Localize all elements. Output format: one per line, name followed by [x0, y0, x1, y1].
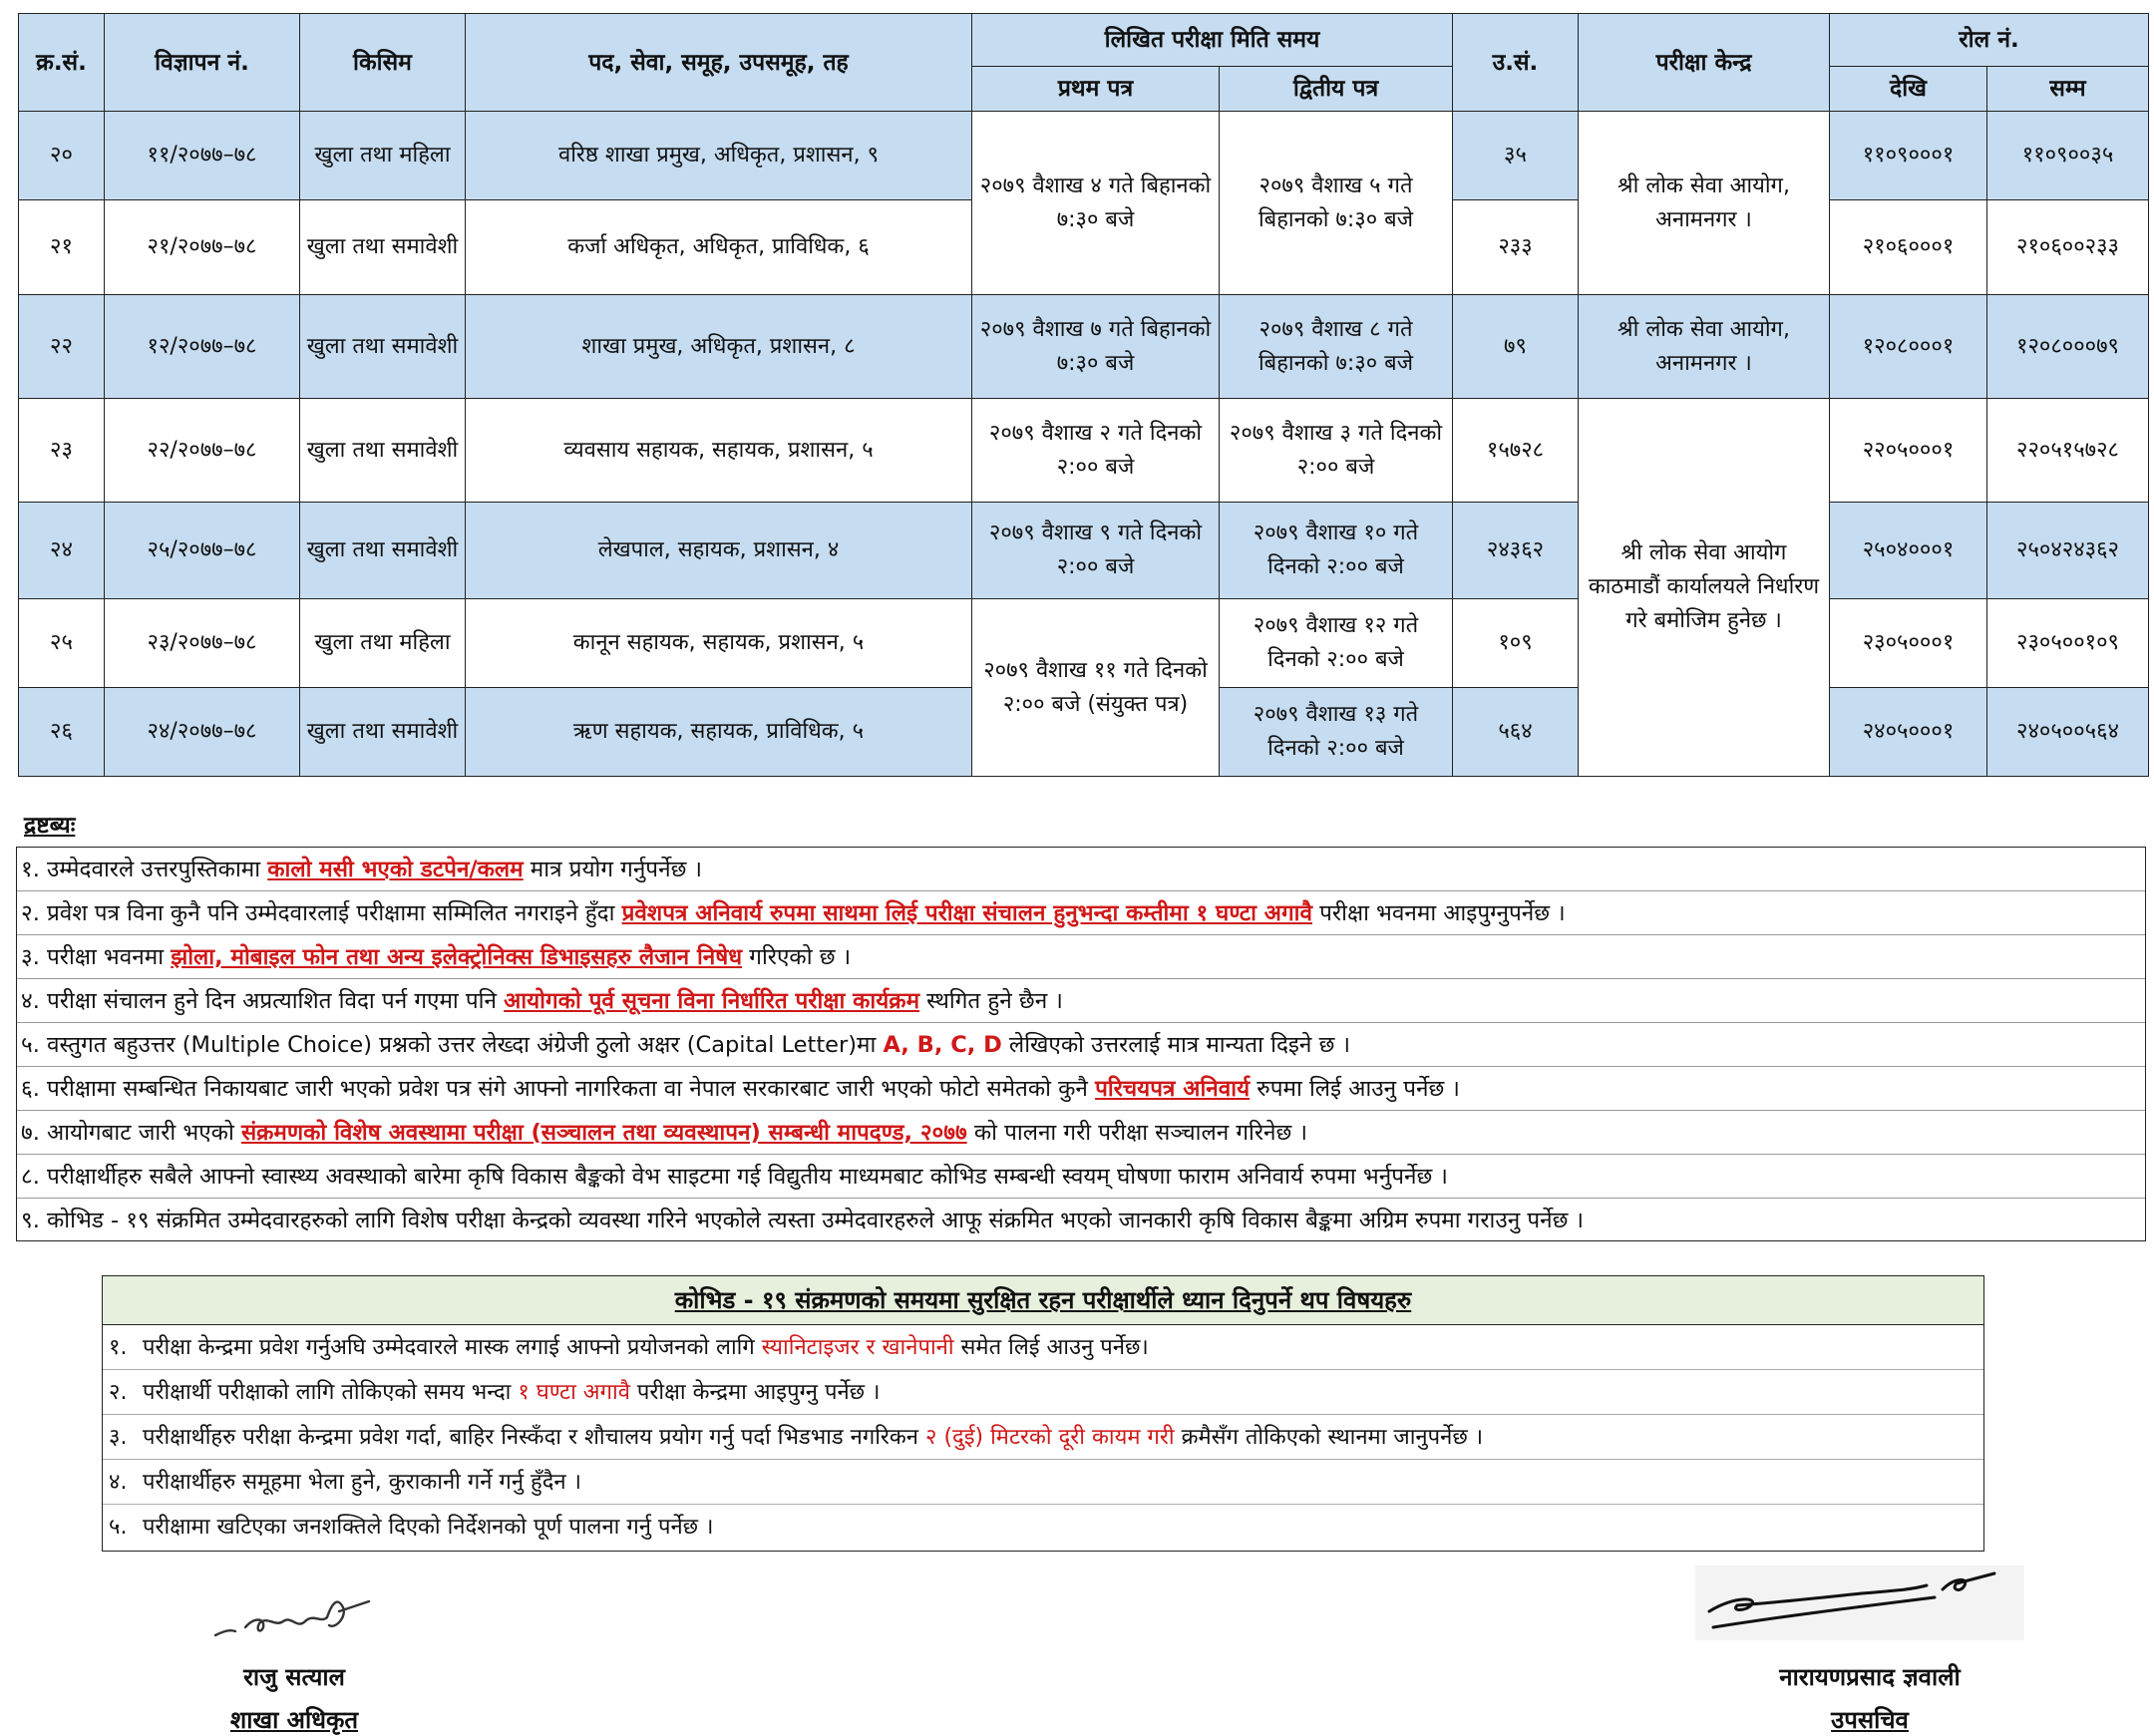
note-item [17, 1199, 2145, 1242]
note-text: ४. परीक्षा संचालन हुने दिन अप्रत्याशित विदा पर्न गएमा पनि [21, 988, 505, 1014]
covid-item-text: परीक्षा केन्द्रमा प्रवेश गर्नुअघि उम्मेदवारले मास्क लगाई आफ्नो प्रयोजनको लागि [143, 1335, 762, 1360]
note-highlight: परिचयपत्र अनिवार्य [1095, 1076, 1251, 1102]
cell-sn: २१ [19, 200, 105, 295]
cell-roll-from: २४०५०००१ [1830, 688, 1987, 777]
covid-item [103, 1460, 1983, 1505]
covid-item [103, 1325, 1983, 1370]
cell-second-paper: २०७९ वैशाख १२ गते दिनको २:०० बजे [1220, 599, 1453, 688]
note-highlight: आयोगको पूर्व सूचना विना निर्धारित परीक्षा कार्यक्रम [504, 988, 920, 1014]
covid-item-highlight: २ (दुई) मिटरको दूरी कायम गरी [925, 1425, 1175, 1450]
header-post: पद, सेवा, समूह, उपसमूह, तह [466, 14, 972, 112]
header-candidates: उ.सं. [1453, 14, 1579, 112]
header-exam-date: लिखित परीक्षा मिति समय [972, 14, 1453, 67]
header-first-paper: प्रथम पत्र [972, 67, 1220, 112]
note-item [17, 1023, 2145, 1067]
cell-roll-to: २४०५००५६४ [1987, 688, 2149, 777]
cell-sn: २० [19, 112, 105, 200]
cell-roll-to: १२०८०००७९ [1987, 295, 2149, 399]
cell-roll-to: २१०६००२३३ [1987, 200, 2149, 295]
cell-roll-from: २१०६०००१ [1830, 200, 1987, 295]
covid-item-highlight: स्यानिटाइजर र खानेपानी [761, 1335, 954, 1360]
cell-second-paper: २०७९ वैशाख ८ गते बिहानको ७:३० बजे [1220, 295, 1453, 399]
cell-first-paper: २०७९ वैशाख २ गते दिनको २:०० बजे [972, 399, 1220, 503]
note-text: ६. परीक्षामा सम्बन्धित निकायबाट जारी भएको प्रवेश पत्र संगे आफ्नो नागरिकता वा नेपाल सरकारबाट जारी भएको फोटो समेतको कुनै [21, 1076, 1096, 1102]
note-item [17, 848, 2145, 891]
note-highlight: झोला, मोबाइल फोन तथा अन्य इलेक्ट्रोनिक्स डिभाइसहरु लैजान निषेध [171, 944, 743, 970]
note-text: ५. वस्तुगत बहुउत्तर (Multiple Choice) प्रश्नको उत्तर लेख्दा अंग्रेजी ठुलो अक्षर (Capital Letter)मा [21, 1032, 884, 1058]
table-row [19, 599, 2149, 688]
note-text: रुपमा लिई आउनु पर्नेछ । [1250, 1076, 1460, 1102]
cell-type: खुला तथा महिला [300, 112, 466, 200]
note-text: १. उम्मेदवारले उत्तरपुस्तिकामा [21, 857, 268, 882]
cell-post: शाखा प्रमुख, अधिकृत, प्रशासन, ८ [466, 295, 972, 399]
header-second-paper: द्वितीय पत्र [1220, 67, 1453, 112]
cell-post: कर्जा अधिकृत, अधिकृत, प्राविधिक, ६ [466, 200, 972, 295]
note-text: ८. परीक्षार्थीहरु सबैले आफ्नो स्वास्थ्य अवस्थाको बारेमा कृषि विकास बैङ्कको वेभ साइटमा गई विद्युतीय माध्यमबाट कोभिड सम्बन्धी स्वयम् घोषणा फाराम अनिवार्य रुपमा भर्नुपर्नेछ । [21, 1164, 1448, 1190]
note-highlight: संक्रमणको विशेष अवस्थामा परीक्षा (सञ्चालन तथा व्यवस्थापन) सम्बन्धी मापदण्ड, २०७७ [240, 1120, 967, 1146]
covid-item [103, 1370, 1983, 1415]
cell-first-paper: २०७९ वैशाख ११ गते दिनको २:०० बजे (संयुक्त पत्र) [972, 599, 1220, 777]
note-highlight: A, B, C, D [883, 1032, 1002, 1058]
cell-sn: २२ [19, 295, 105, 399]
note-highlight: कालो मसी भएको डटपेन/कलम [267, 857, 524, 882]
cell-sn: २५ [19, 599, 105, 688]
covid-item-text: परीक्षामा खटिएका जनशक्तिले दिएको निर्देशनको पूर्ण पालना गर्नु पर्नेछ । [143, 1515, 714, 1540]
cell-adv: २४/२०७७–७८ [105, 688, 300, 777]
covid-title: कोभिड - १९ संक्रमणको समयमा सुरक्षित रहन परीक्षार्थीले ध्यान दिनुपर्ने थप विषयहरु [103, 1276, 1983, 1325]
covid-item-text: परीक्षार्थीहरु परीक्षा केन्द्रमा प्रवेश गर्दा, बाहिर निस्कँदा र शौचालय प्रयोग गर्नु पर्दा भिडभाड नगरिकन [143, 1425, 926, 1450]
cell-roll-from: २३०५०००१ [1830, 599, 1987, 688]
cell-roll-from: १२०८०००१ [1830, 295, 1987, 399]
cell-second-paper: २०७९ वैशाख ३ गते दिनको २:०० बजे [1220, 399, 1453, 503]
cell-adv: २१/२०७७–७८ [105, 200, 300, 295]
covid-item-number: ४. [109, 1470, 128, 1495]
right-signature-image [1695, 1565, 2024, 1640]
cell-adv: २३/२०७७–७८ [105, 599, 300, 688]
cell-type: खुला तथा समावेशी [300, 688, 466, 777]
right-signatory-title: उपसचिव [1831, 1706, 1909, 1734]
header-type: किसिम [300, 14, 466, 112]
cell-post: वरिष्ठ शाखा प्रमुख, अधिकृत, प्रशासन, ९ [466, 112, 972, 200]
cell-roll-from: ११०९०००१ [1830, 112, 1987, 200]
left-signatory-title: शाखा अधिकृत [229, 1706, 359, 1734]
left-signature-image [209, 1587, 389, 1647]
cell-count: ७९ [1453, 295, 1579, 399]
covid-guidelines-box [102, 1275, 1984, 1552]
header-roll-to: सम्म [1987, 67, 2149, 112]
cell-adv: १२/२०७७–७८ [105, 295, 300, 399]
covid-item-text: क्रमैसँग तोकिएको स्थानमा जानुपर्नेछ । [1174, 1425, 1484, 1450]
table-row [19, 503, 2149, 599]
cell-count: ३५ [1453, 112, 1579, 200]
cell-roll-from: २५०४०००१ [1830, 503, 1987, 599]
cell-roll-to: २२०५१५७२८ [1987, 399, 2149, 503]
covid-list [103, 1325, 1983, 1550]
cell-type: खुला तथा समावेशी [300, 399, 466, 503]
cell-roll-to: २५०४२४३६२ [1987, 503, 2149, 599]
cell-first-paper: २०७९ वैशाख ७ गते बिहानको ७:३० बजे [972, 295, 1220, 399]
covid-item [103, 1415, 1983, 1460]
note-text: ७. आयोगबाट जारी भएको [21, 1120, 241, 1146]
note-text: गरिएको छ । [742, 944, 852, 970]
cell-first-paper: २०७९ वैशाख ९ गते दिनको २:०० बजे [972, 503, 1220, 599]
cell-adv: २२/२०७७–७८ [105, 399, 300, 503]
header-roll-from: देखि [1830, 67, 1987, 112]
left-signatory-name: राजु सत्याल [243, 1663, 345, 1691]
cell-count: १५७२८ [1453, 399, 1579, 503]
covid-item-text: परीक्षार्थीहरु समूहमा भेला हुने, कुराकानी गर्ने गर्नु हुँदैन । [143, 1470, 581, 1495]
note-text: लेखिएको उत्तरलाई मात्र मान्यता दिइने छ । [1001, 1032, 1351, 1058]
cell-type: खुला तथा समावेशी [300, 295, 466, 399]
notes-heading: द्रष्टब्यः [24, 813, 76, 839]
note-highlight: प्रवेशपत्र अनिवार्य रुपमा साथमा लिई परीक्षा संचालन हुनुभन्दा कम्तीमा १ घण्टा अगावै [621, 900, 1312, 926]
covid-item-text: समेत लिई आउनु पर्नेछ। [953, 1335, 1149, 1360]
header-adv-no: विज्ञापन नं. [105, 14, 300, 112]
note-item [17, 1067, 2145, 1111]
cell-roll-to: ११०९००३५ [1987, 112, 2149, 200]
covid-item-text: परीक्षार्थी परीक्षाको लागि तोकिएको समय भन्दा [143, 1380, 519, 1405]
cell-roll-from: २२०५०००१ [1830, 399, 1987, 503]
covid-item [103, 1505, 1983, 1550]
header-roll: रोल नं. [1830, 14, 2149, 67]
note-text: मात्र प्रयोग गर्नुपर्नेछ । [523, 857, 703, 882]
cell-count: २३३ [1453, 200, 1579, 295]
cell-adv: २५/२०७७–७८ [105, 503, 300, 599]
cell-second-paper: २०७९ वैशाख १० गते दिनको २:०० बजे [1220, 503, 1453, 599]
note-item [17, 1111, 2145, 1155]
cell-post: कानून सहायक, सहायक, प्रशासन, ५ [466, 599, 972, 688]
cell-post: ऋण सहायक, सहायक, प्राविधिक, ५ [466, 688, 972, 777]
cell-post: लेखपाल, सहायक, प्रशासन, ४ [466, 503, 972, 599]
header-sn: क्र.सं. [19, 14, 105, 112]
cell-sn: २६ [19, 688, 105, 777]
note-item [17, 1155, 2145, 1199]
covid-item-text: परीक्षा केन्द्रमा आइपुग्नु पर्नेछ । [629, 1380, 881, 1405]
note-item [17, 891, 2145, 935]
notes-box [16, 847, 2146, 1241]
cell-sn: २४ [19, 503, 105, 599]
cell-center: श्री लोक सेवा आयोग, अनामनगर । [1579, 295, 1830, 399]
cell-count: १०९ [1453, 599, 1579, 688]
cell-second-paper: २०७९ वैशाख १३ गते दिनको २:०० बजे [1220, 688, 1453, 777]
covid-item-number: १. [109, 1335, 128, 1360]
note-item [17, 979, 2145, 1023]
right-signatory-name: नारायणप्रसाद ज्ञवाली [1779, 1663, 1961, 1691]
cell-post: व्यवसाय सहायक, सहायक, प्रशासन, ५ [466, 399, 972, 503]
note-text: को पालना गरी परीक्षा सञ्चालन गरिनेछ । [966, 1120, 1307, 1146]
cell-first-paper: २०७९ वैशाख ४ गते बिहानको ७:३० बजे [972, 112, 1220, 295]
header-center: परीक्षा केन्द्र [1579, 14, 1830, 112]
exam-schedule-table [18, 13, 2149, 777]
covid-item-number: ५. [109, 1515, 128, 1540]
cell-type: खुला तथा महिला [300, 599, 466, 688]
covid-item-number: ३. [109, 1425, 128, 1450]
table-row [19, 399, 2149, 503]
note-text: ९. कोभिड - १९ संक्रमित उम्मेदवारहरुको लागि विशेष परीक्षा केन्द्रको व्यवस्था गरिने भएकोले त्यस्ता उम्मेदवारहरुले आफू संक्रमित भएको जानकारी कृषि विकास बैङ्कमा अग्रिम रुपमा गराउनु पर्नेछ । [21, 1208, 1585, 1233]
cell-count: २४३६२ [1453, 503, 1579, 599]
note-text: २. प्रवेश पत्र विना कुनै पनि उम्मेदवारलाई परीक्षामा सम्मिलित नगराइने हुँदा [21, 900, 622, 926]
note-item [17, 935, 2145, 979]
covid-item-number: २. [109, 1380, 128, 1405]
cell-center: श्री लोक सेवा आयोग काठमाडौं कार्यालयले निर्धारण गरे बमोजिम हुनेछ । [1579, 399, 1830, 777]
cell-count: ५६४ [1453, 688, 1579, 777]
cell-adv: ११/२०७७–७८ [105, 112, 300, 200]
covid-item-highlight: १ घण्टा अगावै [518, 1380, 630, 1405]
note-text: ३. परीक्षा भवनमा [21, 944, 172, 970]
note-text: स्थगित हुने छैन । [919, 988, 1063, 1014]
cell-second-paper: २०७९ वैशाख ५ गते बिहानको ७:३० बजे [1220, 112, 1453, 295]
table-row [19, 295, 2149, 399]
cell-type: खुला तथा समावेशी [300, 503, 466, 599]
note-text: परीक्षा भवनमा आइपुग्नुपर्नेछ । [1311, 900, 1566, 926]
cell-type: खुला तथा समावेशी [300, 200, 466, 295]
cell-roll-to: २३०५००१०९ [1987, 599, 2149, 688]
cell-center: श्री लोक सेवा आयोग, अनामनगर । [1579, 112, 1830, 295]
cell-sn: २३ [19, 399, 105, 503]
table-row [19, 112, 2149, 200]
